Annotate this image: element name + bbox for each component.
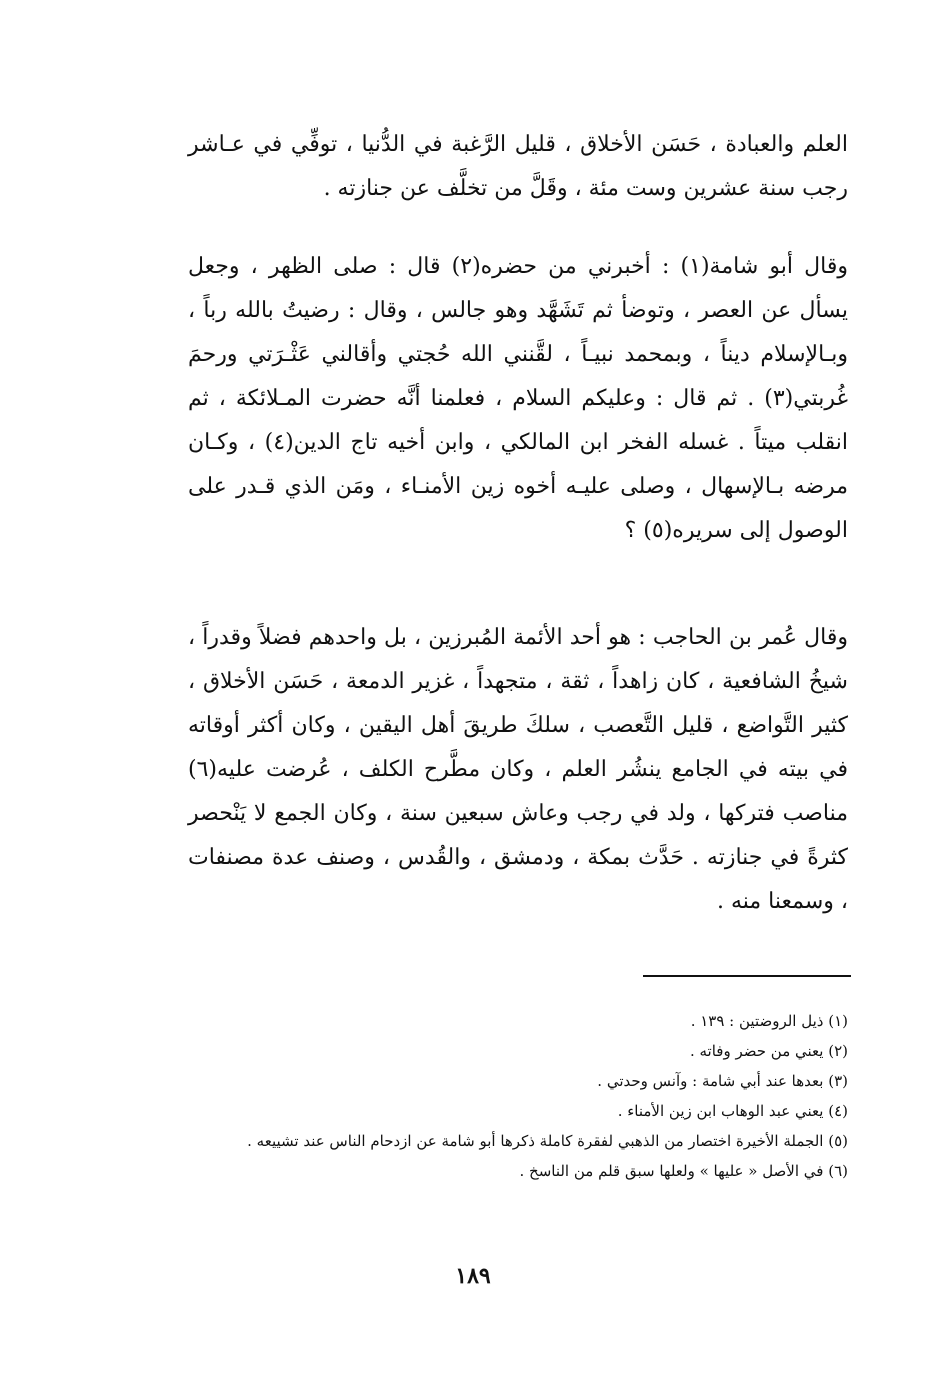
paragraph-3 [188,616,848,924]
footnote-1: (١) ذيل الروضتين : ١٣٩ . [690,1012,848,1030]
footnote-5: (٥) الجملة الأخيرة اختصار من الذهبي لفقرة كاملة ذكرها أبو شامة عن ازدحام الناس عند تشييعه . [247,1132,848,1150]
footnote-2: (٢) يعني من حضر وفاته . [689,1042,848,1060]
paragraph-1 [188,123,848,211]
paragraph-3-text: وقال عُمر بن الحاجب : هو أحد الأئمة المُبرزين ، بل واحدهم فضلاً وقدراً ، شيخُ الشافعية ، كان زاهداً ، ثقة ، متجهداً ، غزير الدمعة ، حَسَن الأخلاق ، كثير التَّواضع ، قليل التَّعصب ، سلكَ طريقَ أهل اليقين ، وكان أكثر أوقاته في بيته في الجامع ينشُر العلم ، وكان مطَّرح الكلف ، عُرضت عليه(٦) مناصب فتركها ، ولد في رجب وعاش سبعين سنة ، وكان الجمع لا يَنْحصر كثرةً في جنازته . حَدَّث بمكة ، ودمشق ، والقُدس ، وصنف عدة مصنفات ، وسمعنا منه . [188,625,848,914]
footnotes [178,1006,848,1186]
footnote-3: (٣) بعدها عند أبي شامة : وآنس وحدتي . [597,1072,848,1090]
paragraph-1-text: العلم والعبادة ، حَسَن الأخلاق ، قليل الرَّغبة في الدُّنيا ، توفِّي في عـاشر رجب سنة عشرين وست مئة ، وقَلَّ من تخلَّف عن جنازته . [188,132,848,201]
footnote-6: (٦) في الأصل « عليها » ولعلها سبق قلم من الناسخ . [519,1162,848,1180]
paragraph-2-text: وقال أبو شامة(١) : أخبرني من حضره(٢) قال : صلى الظهر ، وجعل يسأل عن العصر ، وتوضأ ثم تَشَهَّد وهو جالس ، وقال : رضيتُ بالله رباً ، وبـالإسلام ديناً ، وبمحمد نبيـاً ، لقَّنني الله حُجتي وأقالني عَثْـرَتي ورحمَ غُربتي(٣) . ثم قال : وعليكم السلام ، فعلمنا أنَّه حضرت المـلائكة ، ثم انقلب ميتاً . غسله الفخر ابن المالكي ، وابن أخيه تاج الدين(٤) ، وكـان مرضه بـالإسهال ، وصلى عليـه أخوه زين الأمنـاء ، ومَن الذي قـدر على الوصول إلى سريره(٥) ؟ [188,254,849,543]
paragraph-2 [188,245,848,553]
footnote-4: (٤) يعني عبد الوهاب ابن زين الأمناء . [617,1102,848,1120]
page-number: ١٨٩ [455,1263,491,1289]
footnote-separator [643,975,851,977]
